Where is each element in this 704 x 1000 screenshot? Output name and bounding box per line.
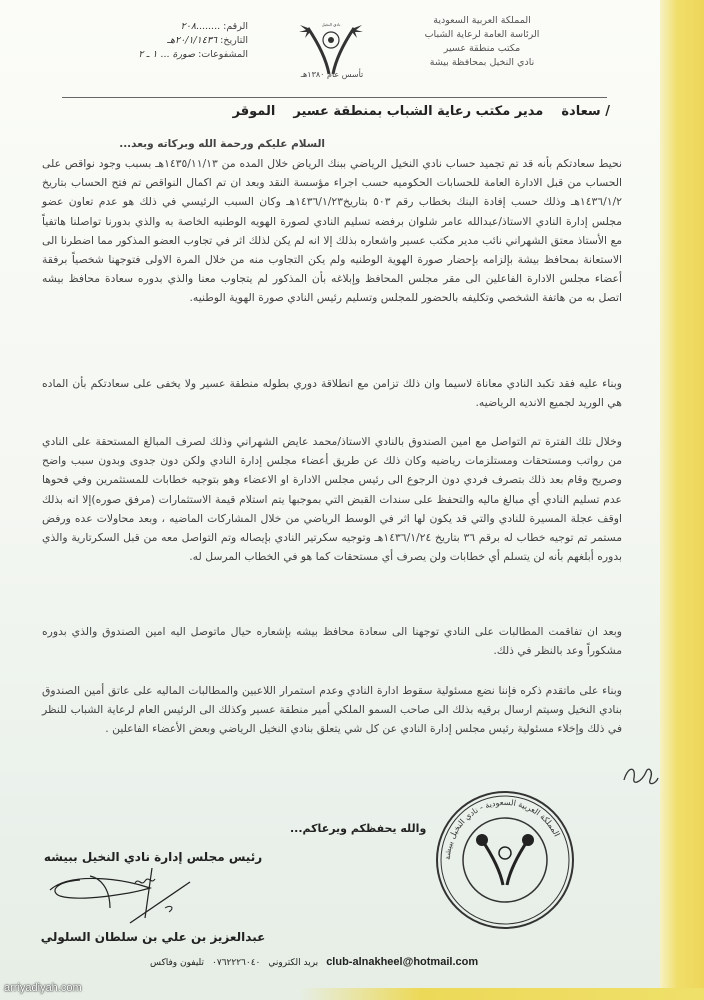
addressee-line xyxy=(180,104,610,119)
signatory-title: رئيس مجلس إدارة نادي النخيل ببيشه xyxy=(43,850,263,864)
ref-field xyxy=(48,20,248,34)
body-paragraph: وخلال تلك الفترة تم التواصل مع امين الصندوق بالنادي الاستاذ/محمد عايض الشهراني وذلك لصرف المبالغ المستحقة على النادي من رواتب ومستحقات ومستلزمات رياضيه وكان ذلك عن طريق أعضاء مجلس إدارة النادي ولكن دون جدوى وبدون سبب واضح وصريح وقام بعد ذلك بتصرف فردي دون الرجوع الى رئيس مجلس الادارة او الاعضاء وهو بتوجيه خطابات للمستثمرين وفي فحوها عدم تسليم النادي أي مبالغ ماليه والتحفظ على سندات القبض التي بموجبها يتم استلام قيمة الاستثمارات (مرفق صوره)إلا انه بذلك اوقف عجلة المسيرة للنادي والتي قد يكون لها اثر في الوسط الرياضي من خلال المشاركات الماضيه ، وبعد محاولات عده ورفض مستمر تم توجيه خطاب له برقم ٣٦ بتاريخ ١٤٣٦/١/٢٤هـ وتوجيه سكرتير النادي بإيصاله وتم التواصل معه من قبل السكرتارية والذي بدوره أبلغهم بأنه لن يتسلم أي خطابات ولن يصرف أي مستحقات كما هو في الخطاب المرسل له. xyxy=(42,435,622,564)
org-line: نادي النخيل بمحافظة بيشة xyxy=(429,57,535,68)
email-label: بريد الكتروني xyxy=(268,958,319,968)
logo-caption: تأسس عام ١٣٨٠هـ xyxy=(300,70,364,79)
body-paragraph: نحيط سعادتكم بأنه قد تم تجميد حساب نادي النخيل الرياضي ببنك الرياض خلال المده من ١٤٣٥/١١/١٣هـ بسبب وجود نواقص على الحساب من قبل الادارة العامة للحسابات الحكوميه حسب اجراء مؤسسة النقد وبعد ان تم اكمال النواقص تم فتح الحساب بتاريخ ١٤٣٦/١/٢هـ وذلك حسب إفادة البنك بخطاب رقم ٥٠٣ بتاريخ١٤٣٦/١/٢٣هـ وكان السبب الرئيسي في ذلك هو عدم تعاون عضو مجلس إدارة النادي الاستاذ/عبدالله عامر شلوان برفضه تسليم النادي لصورة الهويه الوطنيه الخاصة به والذي بدورنا تواصلنا هاتفياً مع الأستاذ معتق الشهراني نائب مدير مكتب عسير واشعاره بذلك إلا انه لم يكن لذلك اثر في تجاوب العضو المذكور مما اضطرنا الى الاستعانة بمحافظ بيشة بإلزامه بإحضار صورة الهوية الوطنيه ولم يكن التجاوب منه من خلال المرة الاولى فتوجهنا شخصياً برفقة أعضاء مجلس الادارة الفاعلين الى مقر مجلس المحافظ وإبلاغه بأن المذكور لم يتجاوب معنا والذي بدوره سعادة محافظ بيشه اتصل به من هاتفة الشخصي وتكليفه بالحضور للمجلس وتسليم رئيس النادي صورة الهوية الوطنيه. xyxy=(42,157,623,305)
org-line: الرئاسة العامة لرعاية الشباب xyxy=(424,29,540,40)
phone-value: ٠٧٦٢٢٢٦٠٤٠ xyxy=(212,958,261,968)
body-paragraph: وبناء عليه فقد تكبد النادي معاناة لاسيما وان ذلك تزامن مع انطلاقة دوري بطوله منطقة عسير ولا يخفى على سعادتكم بأن الماده هي الوريد لجميع الانديه الرياضيه. xyxy=(42,377,622,410)
club-round-stamp-icon xyxy=(430,785,580,935)
org-line: مكتب منطقة عسير xyxy=(443,43,521,54)
addressee-suffix: الموقر xyxy=(232,104,276,119)
ref-value: ........٢٠٨ xyxy=(180,21,221,32)
date-value: ٢٠/١/١٤٣٦هـ xyxy=(167,35,218,46)
addressee-title: مدير مكتب رعاية الشباب بمنطقة عسير xyxy=(293,104,544,119)
body-paragraph: وبعد ان تفاقمت المطالبات على النادي توجهنا الى سعادة محافظ بيشه بإشعاره حيال ماتوصل اليه امين الصندوق والذي بدوره مشكوراً وعد بالنظر في ذلك. xyxy=(42,625,622,658)
org-header xyxy=(392,14,572,70)
signatory-name: عبدالعزيز بن علي بن سلطان السلولي xyxy=(40,930,266,944)
org-line: المملكة العربية السعودية xyxy=(433,15,531,26)
svg-text:نادي النخيل: نادي النخيل xyxy=(321,22,341,27)
phone-label: تليفون وفاكس xyxy=(150,958,205,968)
site-watermark: arriyadiyah.com xyxy=(4,982,82,994)
handwritten-signature-icon xyxy=(40,868,230,928)
page-edge-yellow xyxy=(660,0,704,1000)
closing-line: والله يحفظكم ويرعاكم... xyxy=(290,822,427,835)
attachments-label: المشفوعات: xyxy=(198,49,248,60)
attachments-field xyxy=(48,48,248,62)
reference-block xyxy=(48,20,248,62)
page-edge-bottom xyxy=(300,988,704,1000)
svg-text:المملكة العربية السعودية - ناد: المملكة العربية السعودية - نادي النخيل ببيشة xyxy=(442,797,562,861)
ref-label: الرقم: xyxy=(223,21,248,32)
header-divider xyxy=(62,97,607,98)
addressee-prefix: سعادة / xyxy=(561,104,610,119)
greeting: السلام عليكم ورحمة الله وبركاته وبعد... xyxy=(119,138,325,150)
contact-footer xyxy=(150,956,550,968)
date-field xyxy=(48,34,248,48)
attachments-value: صورة ... ١ ـ ٢ xyxy=(138,49,196,60)
date-label: التاريخ: xyxy=(220,35,248,46)
body-paragraph: وبناء على ماتقدم ذكره فإننا نضع مسئولية سقوط ادارة النادي وعدم استمرار اللاعبين والمطالبات الماليه على عاتق أمين الصندوق بنادي النخيل وسيتم ارسال برقيه بذلك الى صاحب السمو الملكي أمير منطقة عسير وكذلك الى الرئيس العام لرعاية الشباب للنظر في ذلك وإخلاء مسئولية رئيس مجلس إدارة النادي عن كل شي يتعلق بنادي النخيل الرياضي وبعض الأعضاء الفاعلين . xyxy=(42,684,622,736)
handwritten-initials-icon xyxy=(620,760,660,790)
email-link[interactable]: club-alnakheel@hotmail.com xyxy=(326,956,479,968)
